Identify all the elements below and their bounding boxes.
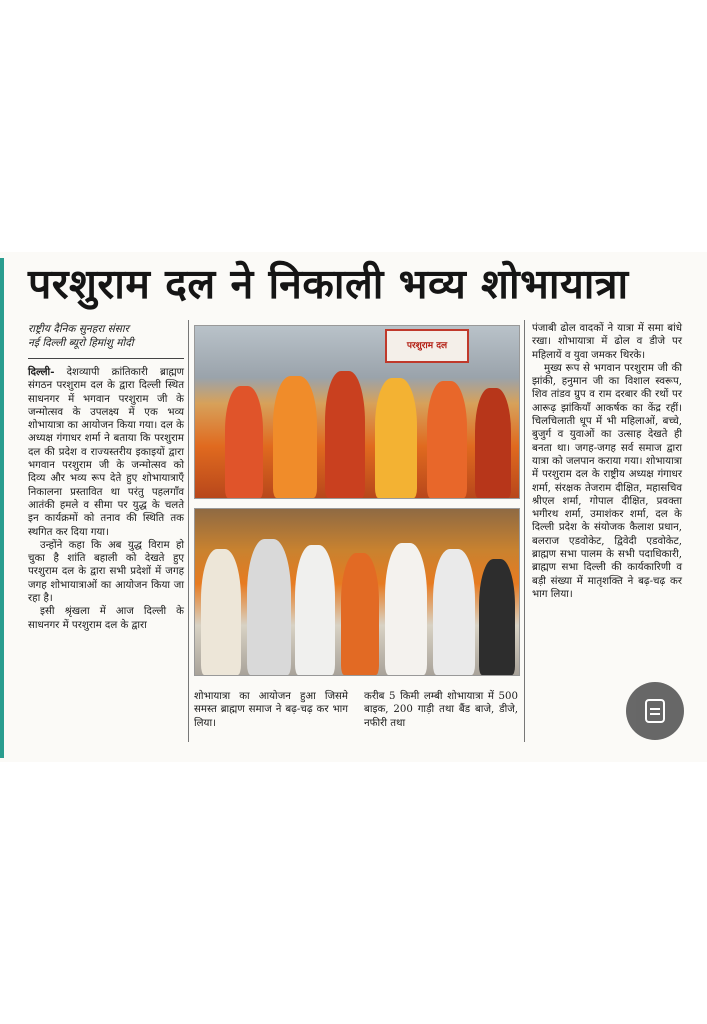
- scan-text-icon: [645, 699, 665, 723]
- photo-banner: परशुराम दल: [385, 329, 469, 363]
- photo-figure: [247, 539, 291, 675]
- col1-paragraph-2: उन्होंने कहा कि अब युद्ध विराम हो चुका है शांति बहाली को देखते हुए परशुराम दल के द्वारा सभी प्रदेशों में जगह जगह शोभायात्राओं का आयोजन किया जा रहा है।: [28, 539, 184, 605]
- photo-figure: [385, 543, 427, 675]
- photo-figure: [475, 388, 511, 498]
- headline: परशुराम दल ने निकाली भव्य शोभायात्रा: [28, 260, 629, 308]
- procession-photo-top: [194, 325, 520, 499]
- column-divider-2: [524, 320, 525, 742]
- photo-figure: [427, 381, 467, 498]
- column-divider-1: [188, 320, 189, 742]
- scan-text-button[interactable]: [626, 682, 684, 740]
- byline-bureau: नई दिल्ली ब्यूरो हिमांशु मोदी: [28, 337, 134, 349]
- article-column-1: [28, 366, 184, 632]
- col1-paragraph-3: इसी श्रृंखला में आज दिल्ली के साधनगर में परशुराम दल के द्वारा: [28, 606, 184, 631]
- article-column-3: करीब 5 किमी लम्बी शोभायात्रा में 500 बाइक, 200 गाड़ी तथा बैंड बाजे, डीजे, नफीरी तथा: [364, 691, 518, 729]
- clipping-edge-marker: [0, 258, 4, 758]
- photo-figure: [295, 545, 335, 675]
- photo-figure: [341, 553, 379, 675]
- photo-figure: [479, 559, 515, 675]
- photo-figure: [433, 549, 475, 675]
- procession-photo-bottom: [194, 508, 520, 676]
- col1-paragraph-1: दिल्ली- देशव्यापी क्रांतिकारी ब्राह्मण संगठन परशुराम दल के द्वारा दिल्ली स्थित साधनगर में भगवान परशुराम जी के जन्मोत्सव के उपलक्ष्य में एक भव्य शोभायात्रा का आयोजन किया गया। दल के अध्यक्ष गंगाधर शर्मा ने बताया कि परशुराम दल की प्रदेश व राज्यस्तरीय इकाइयों द्वारा भगवान परशुराम जी के जन्मोत्सव को दिव्य और भव्य रूप देते हुए शोभायात्राएँ निकालना प्रस्तावित था परंतु पहलगाँव आतंकी हमले व सीमा पर युद्ध के चलते इन कार्यक्रमों को तनाव की स्थिति तक स्थगित कर दिया गया।: [28, 366, 184, 538]
- photo-figure: [273, 376, 317, 498]
- dateline: दिल्ली-: [28, 366, 55, 378]
- photo-figure: [201, 549, 241, 675]
- col4-paragraph-2: मुख्य रूप से भगवान परशुराम जी की झांकी, हनुमान जी का विशाल स्वरूप, शिव तांडव ग्रुप व राम दरबार की रथों पर आरूढ़ झांकियाँ आकर्षक का केंद्र रहीं। चिलचिलाती धूप में भी महिलाओं, बच्चे, बुजुर्ग व युवाओं का उत्साह देखते ही बनता था। जगह-जगह सर्व समाज द्वारा यात्रा को जलपान कराया गया। शोभायात्रा में परशुराम दल के राष्ट्रीय अध्यक्ष गंगाधर शर्मा, संरक्षक तेजराम दीक्षित, महासचिव श्रीएल शर्मा, गोपाल दीक्षित, प्रवक्ता भगीरथ शर्मा, उमाशंकर शर्मा, दल के दिल्ली प्रदेश के संयोजक कैलाश प्रधान, बलराज एडवोकेट, द्विवेदी एडवोकेट, ब्राह्मण सभा पालम के सभी पदाधिकारी, ब्राह्मण सभा दिल्ली की कार्यकारिणी व बड़ी संख्या में मातृशक्ति ने बढ़-चढ़ कर भाग लिया।: [532, 362, 682, 600]
- photo-figure: [375, 378, 417, 498]
- byline-paper: राष्ट्रीय दैनिक सुनहरा संसार: [28, 323, 129, 335]
- photo-figure: [225, 386, 263, 498]
- photo-figure: [325, 371, 365, 498]
- byline: [28, 322, 183, 350]
- article-column-2: शोभायात्रा का आयोजन हुआ जिसमे समस्त ब्राह्मण समाज ने बढ़-चढ़ कर भाग लिया।: [194, 691, 348, 729]
- byline-rule: [28, 358, 184, 359]
- article-column-4: [532, 322, 682, 601]
- col4-paragraph-1: पंजाबी ढोल वादकों ने यात्रा में समा बांधे रखा। शोभायात्रा में ढोल व डीजे पर महिलायें व युवा जमकर थिरके।: [532, 323, 682, 361]
